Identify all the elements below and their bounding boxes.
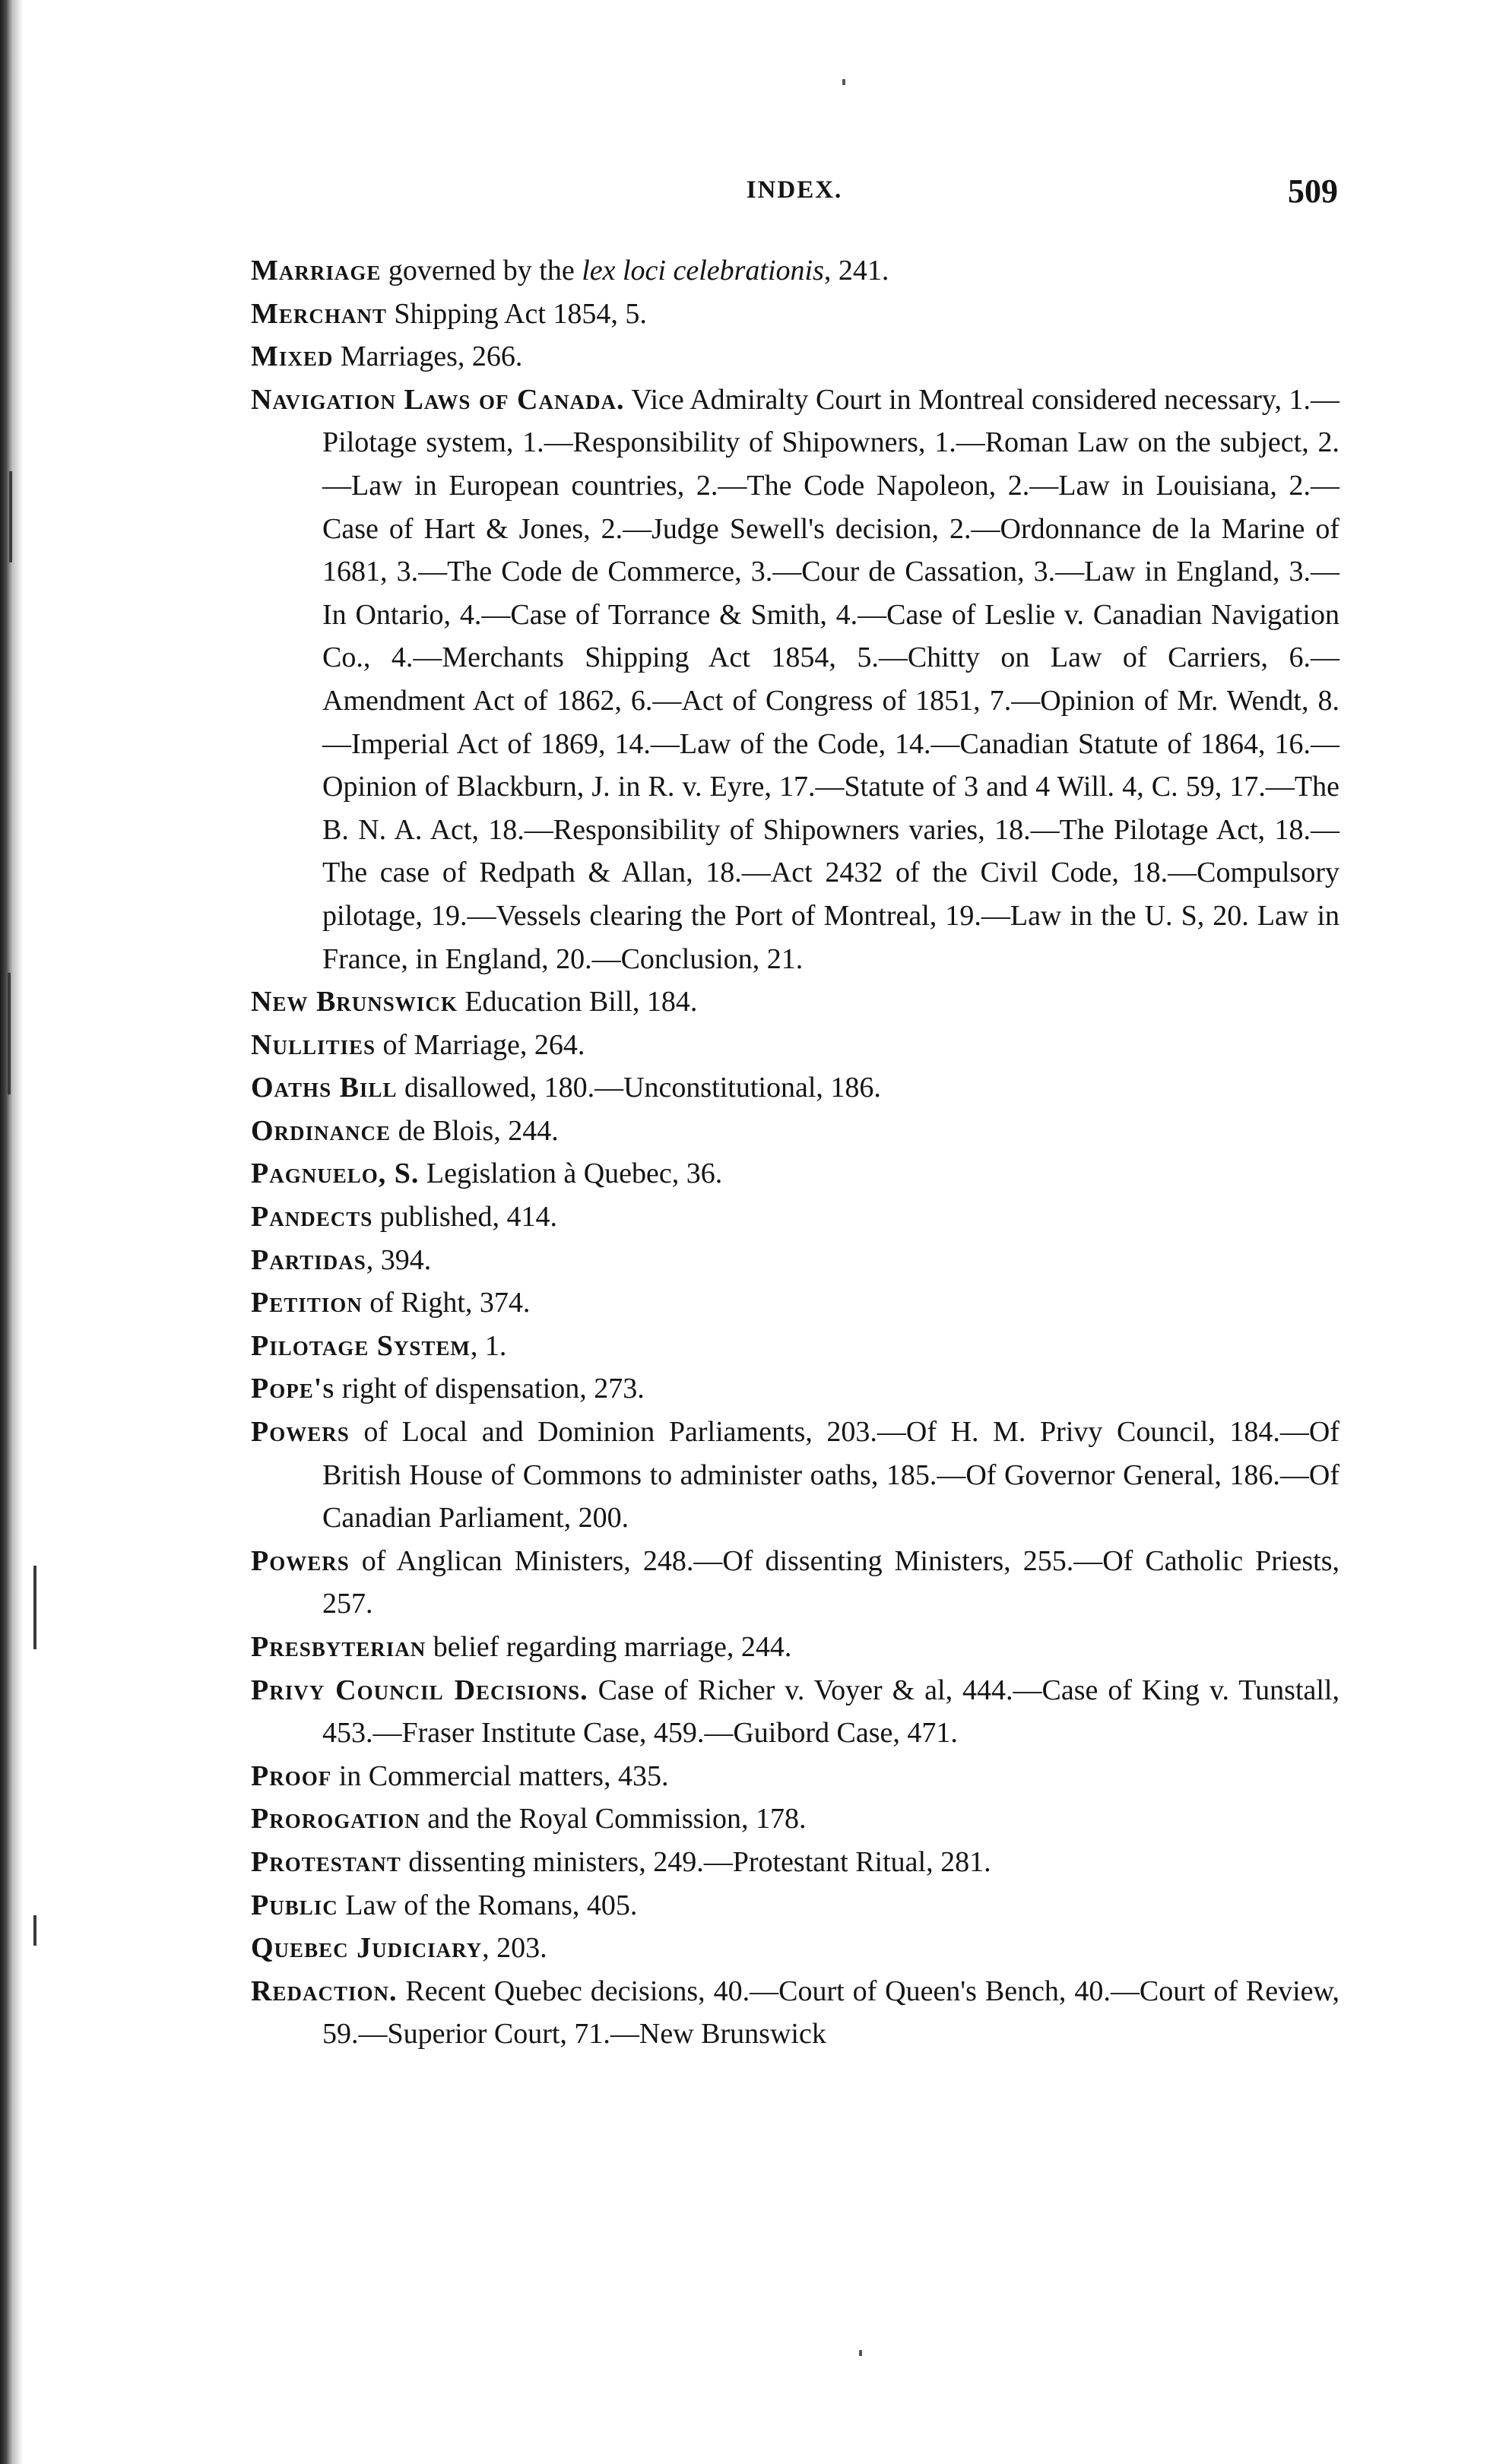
index-entry bbox=[251, 293, 1339, 336]
index-entry bbox=[251, 249, 1339, 293]
entry-headword: Redaction. bbox=[251, 1975, 398, 2007]
entry-headword: Mixed bbox=[251, 340, 334, 373]
entry-headword: Partidas bbox=[251, 1243, 366, 1276]
entry-headword: Pandects bbox=[251, 1201, 373, 1234]
running-head: INDEX. bbox=[746, 176, 843, 204]
entry-text: Recent Quebec decisions, 40.—Court of Queen's Bench, 40.—Court of Review, 59.—Superior Court, 71.—New Brunswick bbox=[322, 1975, 1339, 2051]
index-entry bbox=[251, 1755, 1339, 1798]
index-entry bbox=[251, 1110, 1339, 1153]
index-entry bbox=[251, 1540, 1339, 1626]
index-entry bbox=[251, 1367, 1339, 1411]
entry-text: Law of the Romans, 405. bbox=[338, 1889, 638, 1921]
entry-text: and the Royal Commission, 178. bbox=[420, 1803, 807, 1835]
entry-headword: Privy Council Decisions. bbox=[251, 1674, 588, 1706]
index-entry bbox=[251, 335, 1339, 378]
index-entry bbox=[251, 1196, 1339, 1239]
entry-text: of Marriage, 264. bbox=[376, 1028, 585, 1061]
index-entry bbox=[251, 1281, 1339, 1325]
index-entry bbox=[251, 378, 1339, 980]
entry-text: right of dispensation, 273. bbox=[334, 1373, 645, 1405]
index-entry bbox=[251, 1841, 1339, 1884]
entry-headword: Proof bbox=[251, 1759, 332, 1792]
entry-headword: Petition bbox=[251, 1287, 363, 1319]
entry-text: of Anglican Ministers, 248.—Of dissenting Ministers, 255.—Of Catholic Priests, 257. bbox=[322, 1544, 1339, 1620]
entry-text: , 203. bbox=[482, 1932, 547, 1965]
index-entry bbox=[251, 1024, 1339, 1067]
entry-text: Shipping Act 1854, 5. bbox=[386, 297, 647, 330]
entry-text: disallowed, 180.—Unconstitutional, 186. bbox=[397, 1072, 881, 1104]
index-entry bbox=[251, 1626, 1339, 1669]
entry-text-tail: , 241. bbox=[823, 255, 889, 287]
index-entry bbox=[251, 1970, 1339, 2056]
entry-headword: Merchant bbox=[251, 297, 387, 330]
entry-headword: Quebec Judiciary bbox=[251, 1932, 483, 1965]
entry-headword: Powers bbox=[251, 1544, 350, 1577]
entry-headword: Presbyterian bbox=[251, 1631, 426, 1663]
entry-headword: Prorogation bbox=[251, 1803, 420, 1835]
scan-binding-edge bbox=[0, 0, 23, 2464]
entry-headword: Protestant bbox=[251, 1845, 401, 1878]
entry-text: Legislation à Quebec, 36. bbox=[419, 1158, 723, 1190]
entry-italic: lex loci celebrationis bbox=[582, 255, 824, 287]
index-entry bbox=[251, 1411, 1339, 1540]
entry-text: belief regarding marriage, 244. bbox=[426, 1631, 792, 1663]
index-entry bbox=[251, 1152, 1339, 1196]
entry-text: governed by the bbox=[381, 255, 582, 287]
entry-text: , 1. bbox=[470, 1329, 507, 1362]
entry-headword: New Brunswick bbox=[251, 986, 458, 1018]
entry-headword: Public bbox=[251, 1889, 338, 1921]
scan-edge-mark bbox=[8, 973, 11, 1094]
entry-text: in Commercial matters, 435. bbox=[331, 1759, 669, 1792]
index-entry bbox=[251, 980, 1339, 1024]
entry-text: Marriages, 266. bbox=[333, 340, 523, 373]
entry-text: Case of Richer v. Voyer & al, 444.—Case of King v. Tunstall, 453.—Fraser Institute Case, 459.—Guibord Case, 471. bbox=[322, 1674, 1339, 1750]
index-entry bbox=[251, 1669, 1339, 1755]
scan-edge-mark bbox=[9, 471, 12, 562]
entry-headword: Pagnuelo, S. bbox=[251, 1158, 420, 1190]
entry-text: Vice Admiralty Court in Montreal considered necessary, 1.—Pilotage system, 1.—Responsibility of Shipowners, 1.—Roman Law on the subject, 2.—Law in European countries, 2.—The Code Napoleon, 2.—Law in Louisiana, 2.—Case of Hart & Jones, 2.—Judge Sewell's decision, 2.—Ordonnance de la Marine of 1681, 3.—The Code de Commerce, 3.—Cour de Cassation, 3.—Law in England, 3.—In Ontario, 4.—Case of Torrance & Smith, 4.—Case of Leslie v. Canadian Navigation Co., 4.—Merchants Shipping Act 1854, 5.—Chitty on Law of Carriers, 6.—Amendment Act of 1862, 6.—Act of Congress of 1851, 7.—Opinion of Mr. Wendt, 8.—Imperial Act of 1869, 14.—Law of the Code, 14.—Canadian Statute of 1864, 16.—Opinion of Blackburn, J. in R. v. Eyre, 17.—Statute of 3 and 4 Will. 4, C. 59, 17.—The B. N. A. Act, 18.—Responsibility of Shipowners varies, 18.—The Pilotage Act, 18.—The case of Redpath & Allan, 18.—Act 2432 of the Civil Code, 18.—Compulsory pilotage, 19.—Vessels clearing the Port of Montreal, 19.—Law in the U. S, 20. Law in France, in England, 20.—Conclusion, 21. bbox=[322, 383, 1339, 975]
entry-headword: Nullities bbox=[251, 1028, 376, 1061]
entry-headword: Pilotage System bbox=[251, 1329, 471, 1362]
scan-edge-mark bbox=[33, 1915, 36, 1946]
entry-headword: Powers bbox=[251, 1416, 350, 1449]
index-entry bbox=[251, 1797, 1339, 1841]
entry-text: of Right, 374. bbox=[362, 1287, 531, 1319]
entry-text: Education Bill, 184. bbox=[457, 986, 698, 1018]
index-entry bbox=[251, 1239, 1339, 1282]
entry-text: published, 414. bbox=[372, 1201, 558, 1234]
entry-headword: Ordinance bbox=[251, 1114, 392, 1147]
entry-text: , 394. bbox=[366, 1243, 432, 1276]
scan-speck bbox=[842, 79, 845, 85]
entry-text: de Blois, 244. bbox=[391, 1114, 559, 1147]
entry-text: dissenting ministers, 249.—Protestant Ritual, 281. bbox=[401, 1845, 991, 1878]
entry-headword: Marriage bbox=[251, 255, 382, 287]
index-entries bbox=[251, 249, 1339, 2056]
index-entry bbox=[251, 1325, 1339, 1368]
index-entry bbox=[251, 1066, 1339, 1110]
index-entry bbox=[251, 1884, 1339, 1927]
entry-headword: Oaths Bill bbox=[251, 1072, 398, 1104]
page-number: 509 bbox=[1288, 173, 1338, 210]
page-header bbox=[251, 173, 1338, 222]
scan-speck bbox=[859, 2350, 862, 2356]
entry-headword: Navigation Laws of Canada. bbox=[251, 383, 625, 416]
entry-headword: Pope's bbox=[251, 1373, 335, 1405]
index-entry bbox=[251, 1927, 1339, 1970]
scan-edge-mark bbox=[33, 1566, 36, 1649]
entry-text: of Local and Dominion Parliaments, 203.—Of H. M. Privy Council, 184.—Of British House of Commons to administer oaths, 185.—Of Governor General, 186.—Of Canadian Parliament, 200. bbox=[322, 1416, 1339, 1534]
